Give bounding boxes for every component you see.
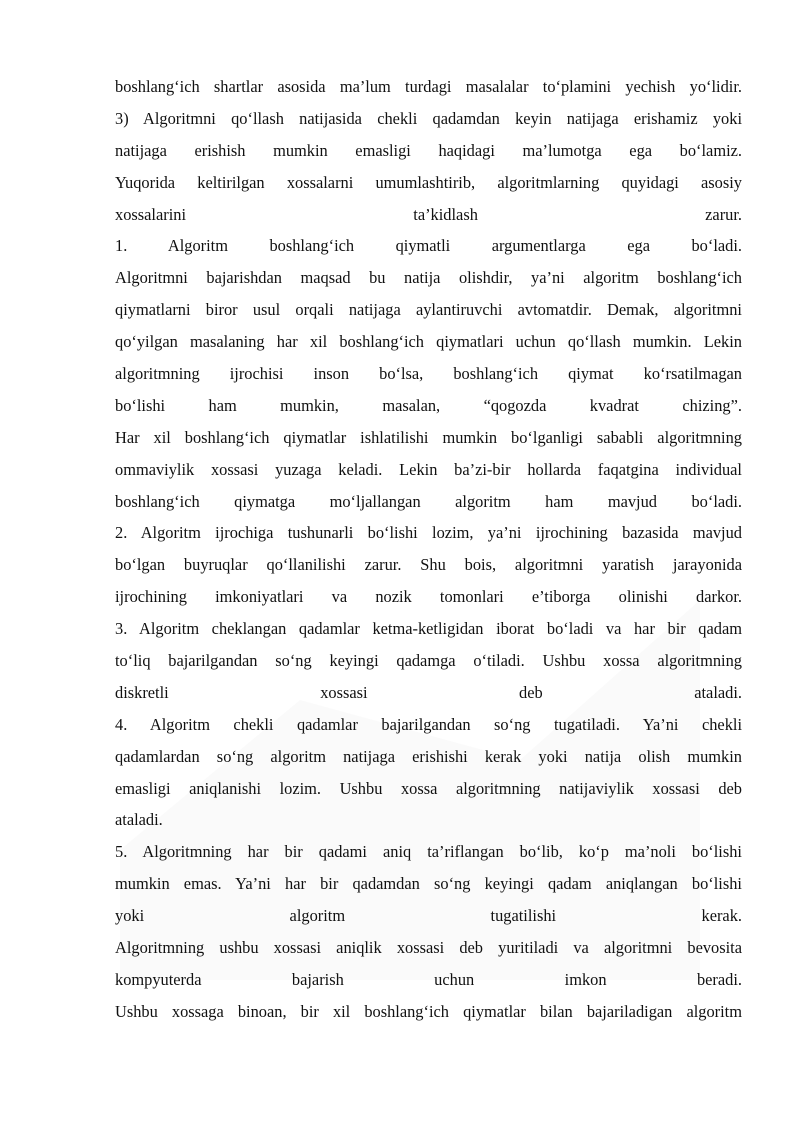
text-line: 4. Algoritm chekli qadamlar bajarilgandan so‘ng tugatiladi. Ya’ni chekli — [115, 714, 742, 734]
document-page — [115, 71, 742, 1028]
text-line: to‘liq bajarilgandan so‘ng keyingi qadamga o‘tiladi. Ushbu xossa algoritmning — [115, 651, 742, 671]
text-line: bo‘lishi ham mumkin, masalan, “qogozda kvadrat chizing”. — [115, 395, 742, 415]
text-line: ataladi. — [115, 810, 163, 830]
text-line: qadamlardan so‘ng algoritm natijaga erishishi kerak yoki natija olish mumkin — [115, 746, 742, 766]
text-line: diskretli xossasi deb ataladi. — [115, 682, 742, 702]
text-line: Algoritmning ushbu xossasi aniqlik xossasi deb yuritiladi va algoritmni bevosita — [115, 938, 742, 958]
text-line: 3) Algoritmni qo‘llash natijasida chekli qadamdan keyin natijaga erishamiz yoki — [115, 108, 742, 128]
text-line: 2. Algoritm ijrochiga tushunarli bo‘lishi lozim, ya’ni ijrochining bazasida mavjud — [115, 523, 742, 543]
text-line: natijaga erishish mumkin emasligi haqidagi ma’lumotga ega bo‘lamiz. — [115, 140, 742, 160]
text-line: boshlang‘ich shartlar asosida ma’lum turdagi masalalar to‘plamini yechish yo‘lidir. — [115, 77, 742, 96]
text-line: algoritmning ijrochisi inson bo‘lsa, boshlang‘ich qiymat ko‘rsatilmagan — [115, 364, 742, 384]
text-line: boshlang‘ich qiymatga mo‘ljallangan algoritm ham mavjud bo‘ladi. — [115, 491, 742, 511]
text-line: Har xil boshlang‘ich qiymatlar ishlatilishi mumkin bo‘lganligi sababli algoritmning — [115, 427, 742, 447]
text-line: mumkin emas. Ya’ni har bir qadamdan so‘ng keyingi qadam aniqlangan bo‘lishi — [115, 874, 742, 894]
text-line: 5. Algoritmning har bir qadami aniq ta’riflangan bo‘lib, ko‘p ma’noli bo‘lishi — [115, 842, 742, 862]
text-line: Yuqorida keltirilgan xossalarni umumlashtirib, algoritmlarning quyidagi asosiy — [115, 172, 742, 192]
text-line: 3. Algoritm cheklangan qadamlar ketma-ketligidan iborat bo‘ladi va har bir qadam — [115, 619, 742, 639]
document-body — [115, 71, 742, 1028]
text-line: emasligi aniqlanishi lozim. Ushbu xossa algoritmning natijaviylik xossasi deb — [115, 778, 742, 798]
text-line: ijrochining imkoniyatlari va nozik tomonlari e’tiborga olinishi darkor. — [115, 587, 742, 607]
text-line: xossalarini ta’kidlash zarur. — [115, 204, 742, 224]
text-line: yoki algoritm tugatilishi kerak. — [115, 906, 742, 926]
text-line: Ushbu xossaga binoan, bir xil boshlang‘ich qiymatlar bilan bajariladigan algoritm — [115, 1001, 742, 1021]
text-line: kompyuterda bajarish uchun imkon beradi. — [115, 969, 742, 989]
text-line: qiymatlarni biror usul orqali natijaga aylantiruvchi avtomatdir. Demak, algoritmni — [115, 300, 742, 320]
text-line: bo‘lgan buyruqlar qo‘llanilishi zarur. Shu bois, algoritmni yaratish jarayonida — [115, 555, 742, 575]
text-line: 1. Algoritm boshlang‘ich qiymatli argumentlarga ega bo‘ladi. — [115, 236, 742, 256]
text-line: Algoritmni bajarishdan maqsad bu natija olishdir, ya’ni algoritm boshlang‘ich — [115, 268, 742, 288]
text-line: ommaviylik xossasi yuzaga keladi. Lekin ba’zi-bir hollarda faqatgina individual — [115, 459, 742, 479]
text-line: qo‘yilgan masalaning har xil boshlang‘ich qiymatlari uchun qo‘llash mumkin. Lekin — [115, 332, 742, 352]
